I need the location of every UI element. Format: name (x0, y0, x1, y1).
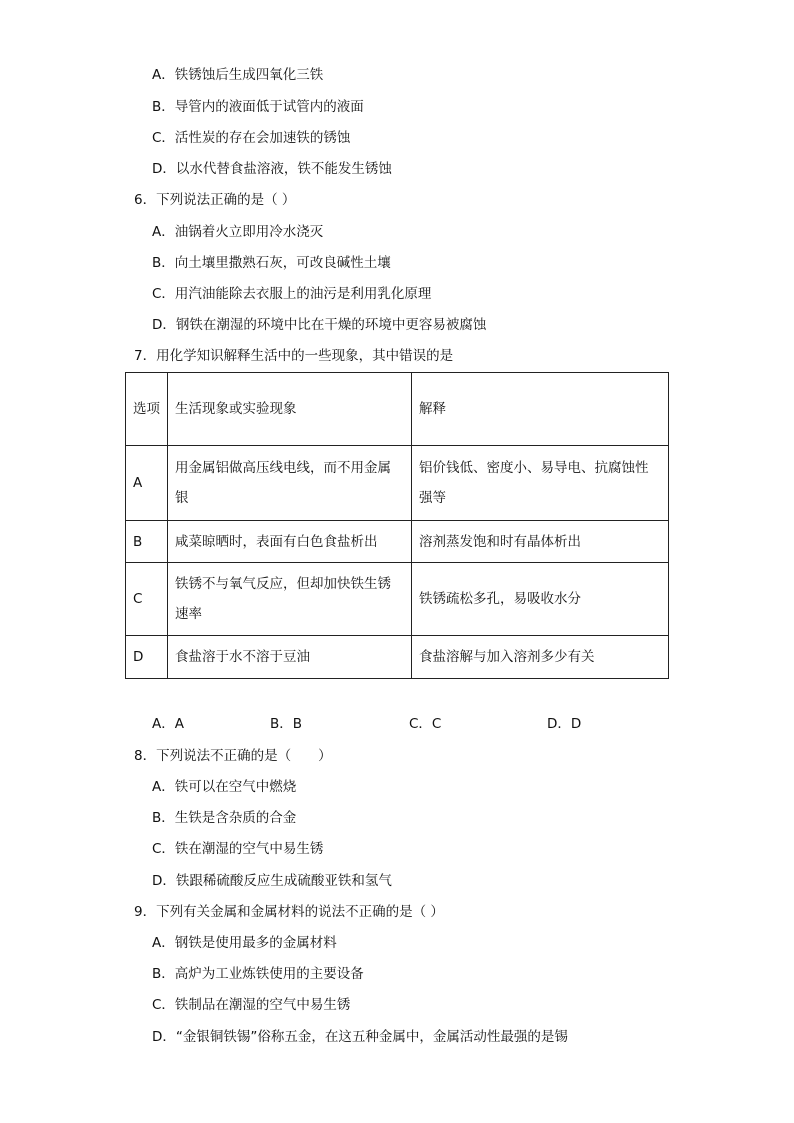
table-cell-explanation: 溶剂蒸发饱和时有晶体析出 (412, 521, 669, 563)
table-cell-explanation: 铁锈疏松多孔，易吸收水分 (412, 563, 669, 636)
table-cell-option: D (126, 636, 168, 679)
q9-option-d: D．“金银铜铁锡”俗称五金，在这五种金属中，金属活动性最强的是锡 (152, 1029, 568, 1045)
q9-option-b: B．高炉为工业炼铁使用的主要设备 (152, 966, 364, 982)
table-cell-explanation: 食盐溶解与加入溶剂多少有关 (412, 636, 669, 679)
q7-answer-a: A．A (152, 716, 184, 732)
q9-option-c: C．铁制品在潮湿的空气中易生锈 (152, 997, 351, 1013)
table-cell-option: C (126, 563, 168, 636)
q8-option-c: C．铁在潮湿的空气中易生锈 (152, 841, 324, 857)
q8-option-a: A．铁可以在空气中燃烧 (152, 779, 297, 795)
q6-option-b: B．向土壤里撒熟石灰，可改良碱性土壤 (152, 255, 391, 271)
q9-stem: 9．下列有关金属和金属材料的说法不正确的是（ ） (134, 904, 444, 920)
table-row (126, 563, 669, 636)
table-cell-phenomenon: 咸菜晾晒时，表面有白色食盐析出 (168, 521, 412, 563)
q6-stem: 6．下列说法正确的是（ ） (134, 192, 296, 208)
q5-option-c: C．活性炭的存在会加速铁的锈蚀 (152, 130, 351, 146)
q5-option-d: D．以水代替食盐溶液，铁不能发生锈蚀 (152, 161, 392, 177)
q6-option-c: C．用汽油能除去衣服上的油污是利用乳化原理 (152, 286, 432, 302)
table-header-phenomenon: 生活现象或实验现象 (168, 373, 412, 446)
table-cell-option: A (126, 446, 168, 521)
table-header-option: 选项 (126, 373, 168, 446)
q8-stem: 8．下列说法不正确的是（ ） (134, 748, 332, 764)
q8-option-b: B．生铁是含杂质的合金 (152, 810, 297, 826)
q7-table (125, 372, 669, 679)
table-cell-option: B (126, 521, 168, 563)
q6-option-d: D．钢铁在潮湿的环境中比在干燥的环境中更容易被腐蚀 (152, 317, 487, 333)
q9-option-a: A．钢铁是使用最多的金属材料 (152, 935, 337, 951)
table-row (126, 636, 669, 679)
q7-stem: 7．用化学知识解释生活中的一些现象，其中错误的是 (134, 348, 454, 364)
table-cell-phenomenon: 铁锈不与氧气反应，但却加快铁生锈速率 (168, 563, 412, 636)
table-cell-explanation: 铝价钱低、密度小、易导电、抗腐蚀性强等 (412, 446, 669, 521)
table-header-explanation: 解释 (412, 373, 669, 446)
q8-option-d: D．铁跟稀硫酸反应生成硫酸亚铁和氢气 (152, 873, 392, 889)
table-cell-phenomenon: 食盐溶于水不溶于豆油 (168, 636, 412, 679)
q6-option-a: A．油锅着火立即用冷水浇灭 (152, 224, 324, 240)
table-row (126, 521, 669, 563)
table-cell-phenomenon: 用金属铝做高压线电线，而不用金属银 (168, 446, 412, 521)
q5-option-a: A．铁锈蚀后生成四氧化三铁 (152, 67, 324, 83)
q7-answer-d: D．D (547, 716, 582, 732)
table-header-row (126, 373, 669, 446)
q5-option-b: B．导管内的液面低于试管内的液面 (152, 99, 364, 115)
table-row (126, 446, 669, 521)
q7-answer-b: B．B (270, 716, 303, 732)
q7-answer-c: C．C (409, 716, 442, 732)
